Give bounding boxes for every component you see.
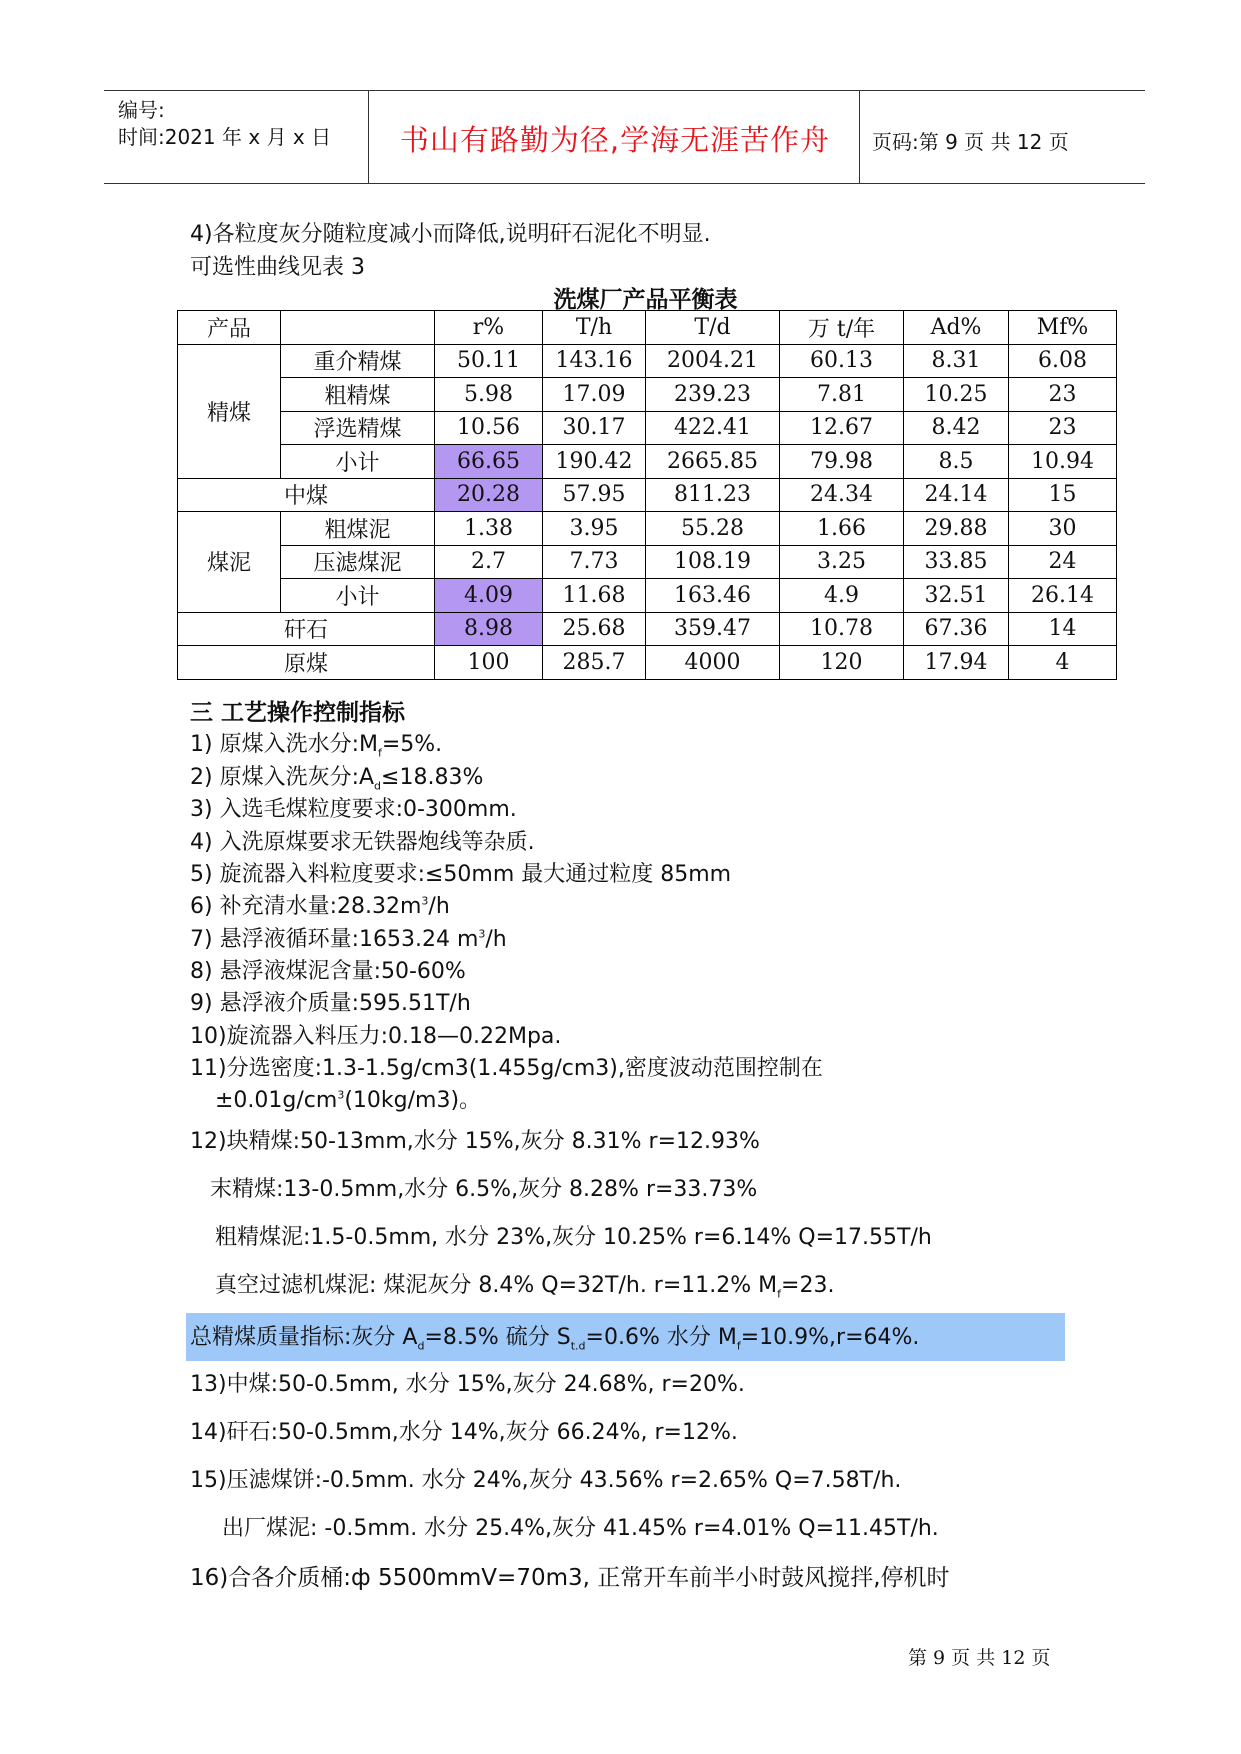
item-11b-text: ±0.01g/cm (215, 1088, 338, 1113)
header-motto: 书山有路勤为径,学海无涯苦作舟 (399, 123, 831, 157)
header-ad: Ad% (904, 311, 1009, 345)
item-1 (190, 727, 442, 759)
cell-ad: 10.25 (904, 378, 1009, 412)
item-11b-tail: (10kg/m3)。 (344, 1088, 482, 1113)
cell-wt: 1.66 (780, 512, 904, 546)
time-label: 时间:2021 年 x 月 x 日 (118, 125, 332, 149)
cell-td: 239.23 (646, 378, 780, 412)
cell-r: 100 (435, 646, 543, 680)
group-jingmei: 精煤 (178, 344, 281, 478)
total-sub-2: t.d (570, 1339, 586, 1353)
item-7 (190, 922, 507, 953)
footer-page-number: 第 9 页 共 12 页 (908, 1647, 1051, 1669)
cell-ad: 29.88 (904, 512, 1009, 546)
table-title: 洗煤厂产品平衡表 (553, 287, 738, 313)
item-10: 10)旋流器入料压力:0.18—0.22Mpa. (190, 1024, 562, 1049)
total-mid-2: =0.6% 水分 M (585, 1325, 737, 1350)
header-bottom-rule (104, 183, 1145, 184)
cell-th: 17.09 (543, 378, 646, 412)
product-balance-table (177, 310, 1117, 680)
item-1-tail: =5%. (381, 732, 443, 757)
header-td: T/d (646, 311, 780, 345)
cell-mf: 26.14 (1009, 579, 1117, 613)
item-12d-tail: =23. (781, 1273, 835, 1298)
cell-wt: 7.81 (780, 378, 904, 412)
cell-mf: 14 (1009, 612, 1117, 646)
cell-mf: 10.94 (1009, 445, 1117, 479)
item-12c: 粗精煤泥:1.5-0.5mm, 水分 23%,灰分 10.25% r=6.14% Q=17.55T/h (215, 1225, 932, 1250)
header-product: 产品 (178, 311, 281, 345)
cell-r-highlight: 4.09 (435, 579, 543, 613)
item-6-sup: 3 (421, 894, 429, 908)
cell-ad: 33.85 (904, 545, 1009, 579)
group-meini: 煤泥 (178, 512, 281, 613)
table-row (178, 612, 1117, 646)
header-divider-left (368, 90, 369, 183)
table-row (178, 545, 1117, 579)
cell-mf: 24 (1009, 545, 1117, 579)
item-2-tail: ≤18.83% (381, 765, 484, 790)
table-header-row (178, 311, 1117, 345)
total-sub-3: f (736, 1339, 741, 1353)
item-12d-text: 真空过滤机煤泥: 煤泥灰分 8.4% Q=32T/h. r=11.2% M (215, 1273, 778, 1298)
cell-wt: 79.98 (780, 445, 904, 479)
total-mid-1: =8.5% 硫分 S (424, 1325, 571, 1350)
item-12d-sub: f (777, 1287, 782, 1301)
item-15: 15)压滤煤饼:-0.5mm. 水分 24%,灰分 43.56% r=2.65% Q=7.58T/h. (190, 1468, 902, 1493)
cell-th: 285.7 (543, 646, 646, 680)
row-name: 压滤煤泥 (281, 545, 435, 579)
cell-r-highlight: 8.98 (435, 612, 543, 646)
cell-mf: 4 (1009, 646, 1117, 680)
item-15b: 出厂煤泥: -0.5mm. 水分 25.4%,灰分 41.45% r=4.01% Q=11.45T/h. (222, 1516, 939, 1541)
item-16: 16)合各介质桶:ф 5500mmV=70m3, 正常开车前半小时鼓风搅拌,停机时 (190, 1565, 950, 1591)
header-top-rule (104, 90, 1145, 91)
table-row (178, 411, 1117, 445)
table-row (178, 445, 1117, 479)
cell-th: 3.95 (543, 512, 646, 546)
section-title: 三 工艺操作控制指标 (190, 700, 406, 726)
item-4: 4) 入洗原煤要求无铁器炮线等杂质. (190, 830, 535, 855)
item-3: 3) 入选毛煤粒度要求:0-300mm. (190, 797, 517, 822)
intro-line-1: 4)各粒度灰分随粒度减小而降低,说明矸石泥化不明显. (190, 222, 711, 247)
cell-wt: 10.78 (780, 612, 904, 646)
cell-td: 4000 (646, 646, 780, 680)
table-row (178, 344, 1117, 378)
row-name: 粗煤泥 (281, 512, 435, 546)
cell-td: 359.47 (646, 612, 780, 646)
cell-ad: 8.5 (904, 445, 1009, 479)
header-r: r% (435, 311, 543, 345)
row-name: 中煤 (178, 478, 435, 512)
cell-wt: 120 (780, 646, 904, 680)
cell-th: 7.73 (543, 545, 646, 579)
header-mf: Mf% (1009, 311, 1117, 345)
cell-wt: 60.13 (780, 344, 904, 378)
cell-mf: 6.08 (1009, 344, 1117, 378)
table-row (178, 378, 1117, 412)
item-7-sup: 3 (478, 927, 486, 941)
header-page-code: 页码:第 9 页 共 12 页 (872, 130, 1069, 154)
serial-label: 编号: (118, 98, 165, 122)
cell-ad: 67.36 (904, 612, 1009, 646)
item-6 (190, 889, 450, 920)
cell-th: 190.42 (543, 445, 646, 479)
cell-r: 10.56 (435, 411, 543, 445)
cell-wt: 24.34 (780, 478, 904, 512)
cell-th: 11.68 (543, 579, 646, 613)
item-11b (215, 1083, 481, 1114)
cell-ad: 17.94 (904, 646, 1009, 680)
item-13: 13)中煤:50-0.5mm, 水分 15%,灰分 24.68%, r=20%. (190, 1372, 745, 1397)
cell-ad: 8.42 (904, 411, 1009, 445)
cell-td: 2004.21 (646, 344, 780, 378)
total-text: 总精煤质量指标:灰分 A (190, 1325, 418, 1350)
cell-r: 1.38 (435, 512, 543, 546)
item-1-text: 1) 原煤入洗水分:M (190, 732, 378, 757)
intro-line-2: 可选性曲线见表 3 (190, 255, 365, 280)
item-2-text: 2) 原煤入洗灰分:A (190, 765, 375, 790)
cell-td: 811.23 (646, 478, 780, 512)
table-row (178, 646, 1117, 680)
cell-td: 2665.85 (646, 445, 780, 479)
cell-mf: 15 (1009, 478, 1117, 512)
total-sub-1: d (417, 1339, 425, 1353)
table-row (178, 478, 1117, 512)
cell-r: 2.7 (435, 545, 543, 579)
cell-wt: 12.67 (780, 411, 904, 445)
cell-th: 25.68 (543, 612, 646, 646)
header-th: T/h (543, 311, 646, 345)
row-name: 浮选精煤 (281, 411, 435, 445)
item-5: 5) 旋流器入料粒度要求:≤50mm 最大通过粒度 85mm (190, 862, 732, 887)
cell-wt: 4.9 (780, 579, 904, 613)
cell-td: 163.46 (646, 579, 780, 613)
cell-ad: 24.14 (904, 478, 1009, 512)
item-14: 14)矸石:50-0.5mm,水分 14%,灰分 66.24%, r=12%. (190, 1420, 738, 1445)
cell-mf: 23 (1009, 378, 1117, 412)
cell-r-highlight: 66.65 (435, 445, 543, 479)
table-row (178, 579, 1117, 613)
cell-r-highlight: 20.28 (435, 478, 543, 512)
item-12: 12)块精煤:50-13mm,水分 15%,灰分 8.31% r=12.93% (190, 1129, 760, 1154)
cell-mf: 30 (1009, 512, 1117, 546)
total-tail: =10.9%,r=64%. (740, 1325, 920, 1350)
table-row (178, 512, 1117, 546)
item-7-text: 7) 悬浮液循环量:1653.24 m (190, 927, 479, 952)
item-1-sub: f (377, 746, 382, 760)
cell-ad: 8.31 (904, 344, 1009, 378)
header-wt: 万 t/年 (780, 311, 904, 345)
row-name: 小计 (281, 579, 435, 613)
item-6-tail: /h (428, 894, 450, 919)
item-7-tail: /h (485, 927, 507, 952)
item-2 (190, 760, 483, 792)
cell-r: 50.11 (435, 344, 543, 378)
cell-th: 143.16 (543, 344, 646, 378)
item-6-text: 6) 补充清水量:28.32m (190, 894, 422, 919)
item-9: 9) 悬浮液介质量:595.51T/h (190, 991, 471, 1016)
cell-mf: 23 (1009, 411, 1117, 445)
cell-td: 108.19 (646, 545, 780, 579)
row-name: 原煤 (178, 646, 435, 680)
cell-ad: 32.51 (904, 579, 1009, 613)
cell-r: 5.98 (435, 378, 543, 412)
row-name: 小计 (281, 445, 435, 479)
row-name: 矸石 (178, 612, 435, 646)
header-blank (281, 311, 435, 345)
cell-th: 57.95 (543, 478, 646, 512)
item-12d (215, 1268, 834, 1300)
item-8: 8) 悬浮液煤泥含量:50-60% (190, 959, 466, 984)
row-name: 重介精煤 (281, 344, 435, 378)
item-11b-sup: 3 (337, 1088, 345, 1102)
total-quality-line (190, 1320, 919, 1352)
row-name: 粗精煤 (281, 378, 435, 412)
cell-td: 55.28 (646, 512, 780, 546)
cell-wt: 3.25 (780, 545, 904, 579)
item-11a: 11)分选密度:1.3-1.5g/cm3(1.455g/cm3),密度波动范围控制在 (190, 1056, 823, 1081)
item-12b: 末精煤:13-0.5mm,水分 6.5%,灰分 8.28% r=33.73% (210, 1177, 758, 1202)
cell-th: 30.17 (543, 411, 646, 445)
cell-td: 422.41 (646, 411, 780, 445)
item-2-sub: d (374, 779, 382, 793)
